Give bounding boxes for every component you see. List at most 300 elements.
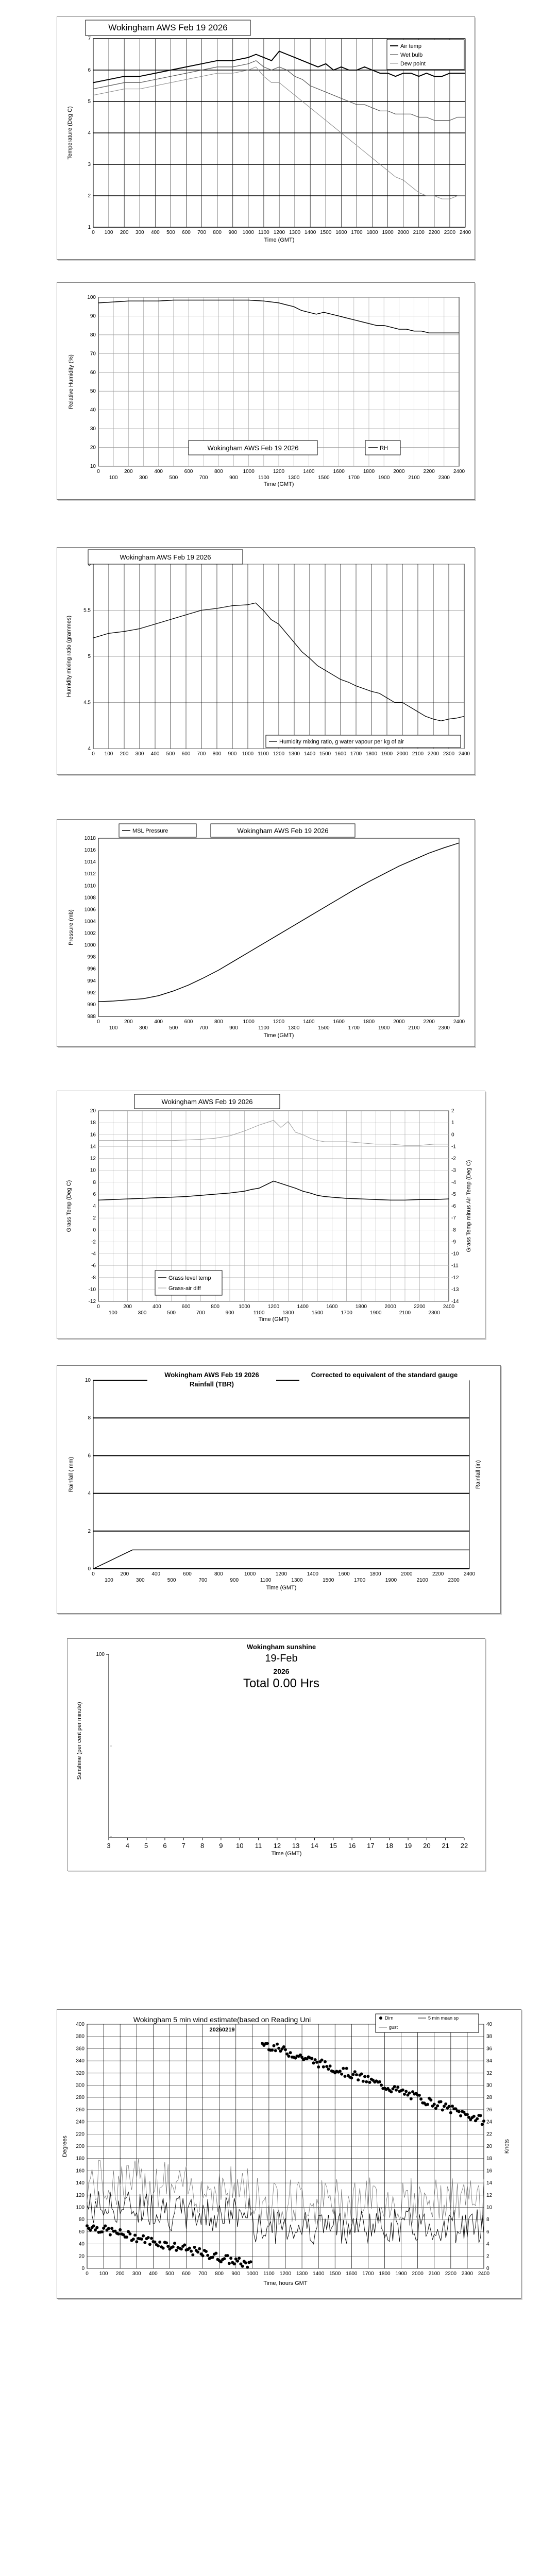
x-tick-label: 1900	[378, 1025, 390, 1031]
direction-point	[117, 2232, 120, 2235]
x-tick-label: 400	[154, 1019, 163, 1025]
x-tick-label: 200	[120, 751, 129, 757]
y-axis-label: Humidity mixing ratio (grammes)	[66, 615, 72, 698]
x-tick-label: 4	[125, 1842, 129, 1850]
y-tick-label: 80	[78, 2217, 84, 2223]
direction-point	[344, 2075, 347, 2078]
x-tick-label: 1500	[323, 1578, 334, 1583]
x-tick-label: 800	[214, 1571, 223, 1577]
direction-point	[324, 2060, 327, 2063]
x-tick-label: 500	[169, 1025, 178, 1031]
direction-point	[193, 2246, 196, 2249]
x-tick-label: 600	[182, 230, 191, 235]
x-tick-label: 22	[460, 1842, 468, 1850]
x-tick-label: 2400	[443, 1304, 455, 1310]
x-tick-label: 2400	[478, 2271, 490, 2277]
y-tick-label: 90	[90, 313, 96, 319]
x-tick-label: 1000	[242, 230, 254, 235]
x-tick-label: 1100	[258, 230, 269, 235]
direction-point	[241, 2265, 244, 2268]
x-tick-label: 2000	[401, 1571, 413, 1577]
x-tick-label: 1500	[320, 230, 332, 235]
y-tick-label: 10	[90, 1167, 96, 1174]
direction-point	[205, 2250, 208, 2253]
y-tick-label: 30	[90, 426, 96, 432]
x-axis-label: Time (GMT)	[263, 1032, 294, 1039]
y-tick-label: 5	[88, 654, 91, 659]
x-tick-label: 2000	[393, 469, 405, 474]
direction-point	[128, 2232, 131, 2235]
direction-point	[403, 2093, 406, 2096]
direction-point	[119, 2228, 122, 2231]
y-tick-label: 10	[84, 1378, 91, 1383]
direction-point	[419, 2097, 422, 2100]
x-axis-label: Time, hours GMT	[263, 2280, 308, 2286]
direction-point	[322, 2065, 325, 2069]
sunshine-chart-svg	[67, 1639, 485, 1871]
x-tick-label: 2100	[428, 2271, 440, 2277]
y2-tick-label: 2	[451, 1108, 454, 1114]
direction-point	[191, 2253, 194, 2257]
direction-point	[312, 2061, 315, 2064]
humidity-chart-svg	[57, 283, 475, 499]
x-tick-label: 100	[109, 1025, 118, 1031]
direction-point	[393, 2085, 396, 2088]
y-tick-label: 100	[96, 1652, 105, 1657]
y2-tick-label: 38	[486, 2033, 493, 2040]
x-tick-label: 1100	[253, 1310, 265, 1316]
x-tick-label: 1800	[365, 751, 378, 757]
y-tick-label: 2	[93, 1215, 96, 1222]
x-tick-label: 700	[197, 751, 206, 757]
direction-point	[165, 2241, 168, 2244]
direction-point	[479, 2114, 482, 2117]
x-tick-label: 900	[231, 2271, 241, 2277]
x-tick-label: 0	[92, 230, 95, 235]
legend-label: MSL Pressure	[132, 828, 168, 834]
direction-point	[325, 2065, 328, 2068]
y-tick-label: 1000	[84, 942, 96, 948]
y-tick-label: 240	[76, 2119, 84, 2125]
x-tick-label: 1200	[275, 1571, 288, 1577]
y-tick-label: 100	[76, 2205, 84, 2211]
y-tick-label: 4	[88, 746, 91, 752]
direction-point	[270, 2048, 274, 2052]
y-axis-label: Temperature (Deg C)	[67, 106, 73, 160]
direction-point	[244, 2261, 247, 2264]
x-tick-label: 1700	[362, 2271, 374, 2277]
x-tick-label: 2300	[461, 2271, 474, 2277]
x-tick-label: 1000	[242, 751, 254, 757]
legend-label: gust	[389, 2025, 398, 2030]
direction-point	[418, 2094, 421, 2097]
y-axis-label: Degrees	[62, 2136, 68, 2157]
x-tick-label: 1000	[243, 469, 255, 474]
y-tick-label: 360	[76, 2046, 84, 2052]
chart-title: Wokingham sunshine	[246, 1643, 316, 1651]
direction-point	[365, 2080, 368, 2083]
direction-point	[476, 2117, 479, 2121]
legend-label: 5 min mean sp	[428, 2015, 459, 2021]
y-tick-label: 20	[90, 445, 96, 451]
y-tick-label: 200	[76, 2144, 84, 2149]
y-tick-label: 5	[88, 99, 91, 105]
direction-point	[459, 2114, 462, 2117]
y2-tick-label: -1	[451, 1144, 456, 1150]
x-tick-label: 2000	[396, 751, 409, 757]
y-tick-label: 10	[90, 464, 96, 469]
direction-point	[360, 2073, 363, 2076]
direction-point	[132, 2238, 135, 2241]
x-tick-label: 1400	[303, 469, 315, 474]
x-tick-label: 100	[109, 475, 118, 481]
chart-date: 19-Feb	[265, 1653, 298, 1664]
grass-temp-chart	[57, 1091, 485, 1339]
x-tick-label: 2400	[459, 230, 471, 235]
y-tick-label: 6	[93, 1191, 96, 1197]
y-axis-label: Relative Humidity (%)	[68, 354, 74, 409]
y2-tick-label: 24	[486, 2119, 493, 2125]
direction-point	[140, 2238, 143, 2241]
direction-point	[320, 2059, 324, 2062]
y-tick-label: 120	[76, 2192, 84, 2198]
x-axis-label: Time (GMT)	[271, 1851, 302, 1857]
mixing-ratio-chart	[57, 547, 475, 775]
x-tick-label: 1000	[239, 1304, 250, 1310]
direction-point	[95, 2226, 98, 2229]
x-tick-label: 8	[200, 1842, 205, 1850]
y2-tick-label: -8	[451, 1227, 456, 1233]
direction-point	[466, 2113, 469, 2116]
y-tick-label: 180	[76, 2156, 84, 2162]
x-tick-label: 2200	[432, 1571, 444, 1577]
x-tick-label: 800	[213, 230, 222, 235]
direction-point	[378, 2080, 381, 2083]
x-tick-label: 6	[163, 1842, 167, 1850]
x-tick-label: 1500	[311, 1310, 324, 1316]
x-tick-label: 2300	[448, 1578, 460, 1583]
y-tick-label: 3	[88, 162, 91, 167]
x-tick-label: 0	[97, 1304, 100, 1310]
y2-tick-label: 22	[486, 2131, 493, 2138]
x-tick-label: 1100	[258, 1025, 269, 1031]
x-tick-label: 800	[215, 2271, 224, 2277]
x-tick-label: 1400	[297, 1304, 309, 1310]
temperature-chart-svg	[57, 17, 475, 259]
x-tick-label: 900	[229, 475, 238, 481]
direction-point	[246, 2266, 249, 2269]
x-tick-label: 400	[151, 1571, 161, 1577]
direction-point	[201, 2254, 205, 2257]
direction-point	[229, 2257, 232, 2260]
direction-point	[396, 2086, 399, 2089]
sunshine-chart	[67, 1638, 485, 1871]
x-tick-label: 2300	[428, 1310, 440, 1316]
x-tick-label: 1300	[282, 1310, 294, 1316]
x-axis-label: Time (GMT)	[266, 1585, 297, 1591]
y-tick-label: 1018	[84, 836, 96, 841]
x-tick-label: 1500	[319, 751, 331, 757]
x-tick-label: 1600	[333, 1019, 345, 1025]
x-tick-label: 1700	[350, 751, 362, 757]
x-tick-label: 800	[212, 751, 222, 757]
direction-point	[133, 2234, 137, 2237]
direction-point	[310, 2057, 313, 2060]
direction-point	[436, 2104, 439, 2107]
direction-point	[143, 2241, 146, 2244]
x-tick-label: 2300	[443, 751, 455, 757]
x-tick-label: 1500	[329, 2271, 341, 2277]
x-tick-label: 2200	[423, 1019, 435, 1025]
direction-point	[441, 2109, 444, 2112]
y2-tick-label: 12	[486, 2192, 493, 2198]
y-tick-label: -12	[88, 1299, 96, 1304]
x-tick-label: 600	[181, 751, 191, 757]
x-tick-label: 100	[104, 751, 113, 757]
x-tick-label: 700	[199, 475, 208, 481]
chart-note: Corrected to equivalent of the standard gauge	[311, 1371, 458, 1379]
x-tick-label: 1300	[288, 475, 300, 481]
y2-tick-label: 16	[486, 2168, 493, 2174]
y2-axis-label: Grass Temp minus Air Temp (Deg C)	[466, 1160, 472, 1252]
x-tick-label: 900	[230, 1578, 239, 1583]
x-tick-label: 1100	[263, 2271, 275, 2277]
x-tick-label: 700	[199, 1025, 208, 1031]
y-tick-label: 1014	[84, 859, 96, 866]
direction-point	[175, 2249, 178, 2252]
x-tick-label: 500	[167, 1578, 176, 1583]
y-tick-label: 1006	[84, 907, 96, 913]
x-tick-label: 100	[99, 2271, 108, 2277]
direction-point	[404, 2090, 408, 2093]
x-tick-label: 700	[198, 2271, 207, 2277]
x-tick-label: 1800	[363, 469, 375, 474]
grass-temp-chart-svg	[57, 1091, 485, 1338]
x-tick-label: 1400	[303, 1019, 315, 1025]
x-tick-label: 700	[198, 1578, 208, 1583]
direction-point	[433, 2103, 436, 2106]
direction-point	[158, 2241, 161, 2244]
y-axis-label: Pressure (mb)	[68, 909, 74, 945]
direction-point	[150, 2237, 153, 2240]
x-tick-label: 20	[423, 1842, 431, 1850]
x-tick-label: 2000	[384, 1304, 396, 1310]
direction-point	[329, 2064, 332, 2067]
y-tick-label: 160	[76, 2168, 84, 2174]
direction-point	[449, 2111, 452, 2114]
x-tick-label: 800	[211, 1304, 220, 1310]
x-tick-label: 600	[184, 1019, 193, 1025]
y2-tick-label: 30	[486, 2082, 493, 2089]
x-tick-label: 600	[182, 2271, 191, 2277]
x-axis-label: Time (GMT)	[264, 237, 295, 243]
direction-point	[274, 2049, 277, 2052]
x-tick-label: 1300	[296, 2271, 308, 2277]
x-tick-label: 5	[144, 1842, 148, 1850]
x-tick-label: 1900	[378, 475, 390, 481]
direction-point	[395, 2089, 398, 2092]
direction-point	[342, 2067, 345, 2070]
x-tick-label: 2100	[412, 751, 424, 757]
chart-title: Wokingham AWS Feb 19 2026	[237, 827, 329, 835]
x-tick-label: 1600	[326, 1304, 338, 1310]
legend-label: Air temp	[400, 43, 421, 49]
y-tick-label: 1004	[84, 919, 96, 925]
x-tick-label: 1500	[318, 1025, 330, 1031]
x-tick-label: 21	[442, 1842, 449, 1850]
direction-point	[211, 2256, 214, 2259]
x-tick-label: 1400	[307, 1571, 318, 1577]
direction-point	[157, 2244, 160, 2247]
x-tick-label: 19	[404, 1842, 412, 1850]
direction-point	[173, 2242, 176, 2245]
direction-point	[345, 2067, 348, 2070]
x-tick-label: 2400	[458, 751, 470, 757]
x-tick-label: 700	[197, 230, 206, 235]
x-tick-label: 300	[135, 230, 144, 235]
direction-point	[451, 2105, 454, 2108]
y-tick-label: -6	[91, 1263, 96, 1269]
x-tick-label: 0	[97, 469, 100, 474]
x-tick-label: 200	[124, 469, 133, 474]
y-tick-label: 2	[88, 1528, 91, 1534]
y2-tick-label: -10	[451, 1251, 459, 1257]
direction-point	[289, 2051, 292, 2054]
y-tick-label: 380	[76, 2033, 84, 2040]
y-tick-label: 988	[87, 1014, 96, 1020]
y2-tick-label: 4	[486, 2241, 489, 2247]
x-tick-label: 1300	[291, 1578, 303, 1583]
x-tick-label: 1300	[288, 1025, 300, 1031]
x-tick-label: 1200	[273, 1019, 285, 1025]
direction-point	[86, 2224, 89, 2227]
direction-point	[214, 2252, 217, 2255]
x-tick-label: 200	[124, 1019, 133, 1025]
direction-point	[249, 2260, 252, 2263]
y2-tick-label: -7	[451, 1215, 456, 1222]
x-tick-label: 600	[184, 469, 193, 474]
legend-label: RH	[380, 445, 388, 451]
y-tick-label: 14	[90, 1144, 96, 1150]
rainfall-chart-svg	[57, 1366, 500, 1613]
direction-point	[190, 2250, 193, 2253]
x-tick-label: 1100	[260, 1578, 272, 1583]
x-tick-label: 1700	[348, 475, 360, 481]
x-tick-label: 2100	[413, 230, 425, 235]
x-tick-label: 1700	[353, 1578, 366, 1583]
direction-point	[350, 2076, 353, 2079]
y-tick-label: 140	[76, 2180, 84, 2187]
x-tick-label: 1700	[348, 1025, 360, 1031]
y-tick-label: 16	[90, 1132, 96, 1138]
y-tick-label: 4	[88, 130, 91, 136]
x-tick-label: 1000	[246, 2271, 258, 2277]
y2-tick-label: 8	[486, 2217, 489, 2223]
x-tick-label: 1400	[305, 230, 316, 235]
x-tick-label: 1300	[289, 230, 301, 235]
y2-tick-label: -3	[451, 1167, 456, 1174]
x-tick-label: 1700	[351, 230, 363, 235]
x-tick-label: 500	[166, 230, 175, 235]
y2-tick-label: 40	[486, 2022, 493, 2027]
y2-tick-label: -14	[451, 1299, 459, 1304]
y-tick-label: -2	[91, 1239, 96, 1245]
direction-point	[198, 2247, 201, 2250]
direction-point	[352, 2073, 355, 2076]
direction-point	[110, 2227, 113, 2230]
legend-label: Wet bulb	[400, 52, 423, 58]
legend-label: Grass level temp	[168, 1275, 211, 1281]
chart-title: Wokingham AWS Feb 19 2026	[120, 553, 211, 561]
x-tick-label: 1900	[382, 230, 394, 235]
x-tick-label: 400	[150, 751, 160, 757]
y-axis-label: Grass Temp (Deg C)	[66, 1180, 72, 1232]
direction-point	[223, 2257, 226, 2260]
x-tick-label: 2200	[428, 230, 440, 235]
y-tick-label: 1	[88, 225, 91, 230]
direction-point	[366, 2075, 369, 2078]
x-tick-label: 900	[228, 751, 237, 757]
direction-point	[448, 2105, 451, 2108]
direction-point	[353, 2070, 357, 2073]
x-tick-label: 700	[196, 1310, 205, 1316]
plot-area	[93, 1380, 469, 1569]
x-tick-label: 200	[120, 230, 129, 235]
x-tick-label: 2200	[423, 469, 435, 474]
direction-point	[327, 2067, 330, 2071]
y-tick-label: 40	[78, 2241, 84, 2247]
x-tick-label: 1500	[318, 475, 330, 481]
y-tick-label: 4.5	[83, 700, 91, 706]
x-tick-label: 300	[139, 475, 148, 481]
y-tick-label: 80	[90, 332, 96, 338]
direction-point	[226, 2254, 229, 2257]
direction-point	[315, 2061, 318, 2064]
y-tick-label: 998	[87, 954, 96, 960]
direction-point	[287, 2055, 290, 2058]
direction-point	[196, 2250, 199, 2253]
x-tick-label: 0	[97, 1019, 100, 1025]
y-tick-label: 40	[90, 407, 96, 413]
x-tick-label: 900	[228, 230, 238, 235]
y2-tick-label: 36	[486, 2046, 493, 2052]
humidity-chart	[57, 282, 475, 500]
x-tick-label: 1200	[279, 2271, 292, 2277]
direction-point	[228, 2262, 231, 2265]
x-tick-label: 1800	[369, 1571, 381, 1577]
direction-point	[104, 2225, 107, 2228]
y-tick-label: 320	[76, 2070, 84, 2076]
x-tick-label: 500	[165, 2271, 174, 2277]
direction-point	[148, 2243, 151, 2246]
x-tick-label: 1400	[313, 2271, 325, 2277]
chart-title: Wokingham AWS Feb 19 2026	[108, 23, 228, 32]
direction-point	[340, 2073, 343, 2076]
y-tick-label: 340	[76, 2058, 84, 2064]
y2-tick-label: 2	[486, 2253, 489, 2260]
x-tick-label: 1900	[370, 1310, 382, 1316]
x-tick-label: 2000	[397, 230, 409, 235]
direction-point	[147, 2236, 150, 2239]
y-tick-label: 70	[90, 351, 96, 357]
y2-tick-label: -6	[451, 1204, 456, 1209]
y-tick-label: 6	[88, 67, 91, 73]
x-tick-label: 1700	[341, 1310, 352, 1316]
y-axis-label: Sunshine (per cent per minute)	[76, 1702, 82, 1780]
x-tick-label: 300	[132, 2271, 141, 2277]
direction-point	[368, 2081, 371, 2084]
y-tick-label: 12	[90, 1156, 96, 1162]
